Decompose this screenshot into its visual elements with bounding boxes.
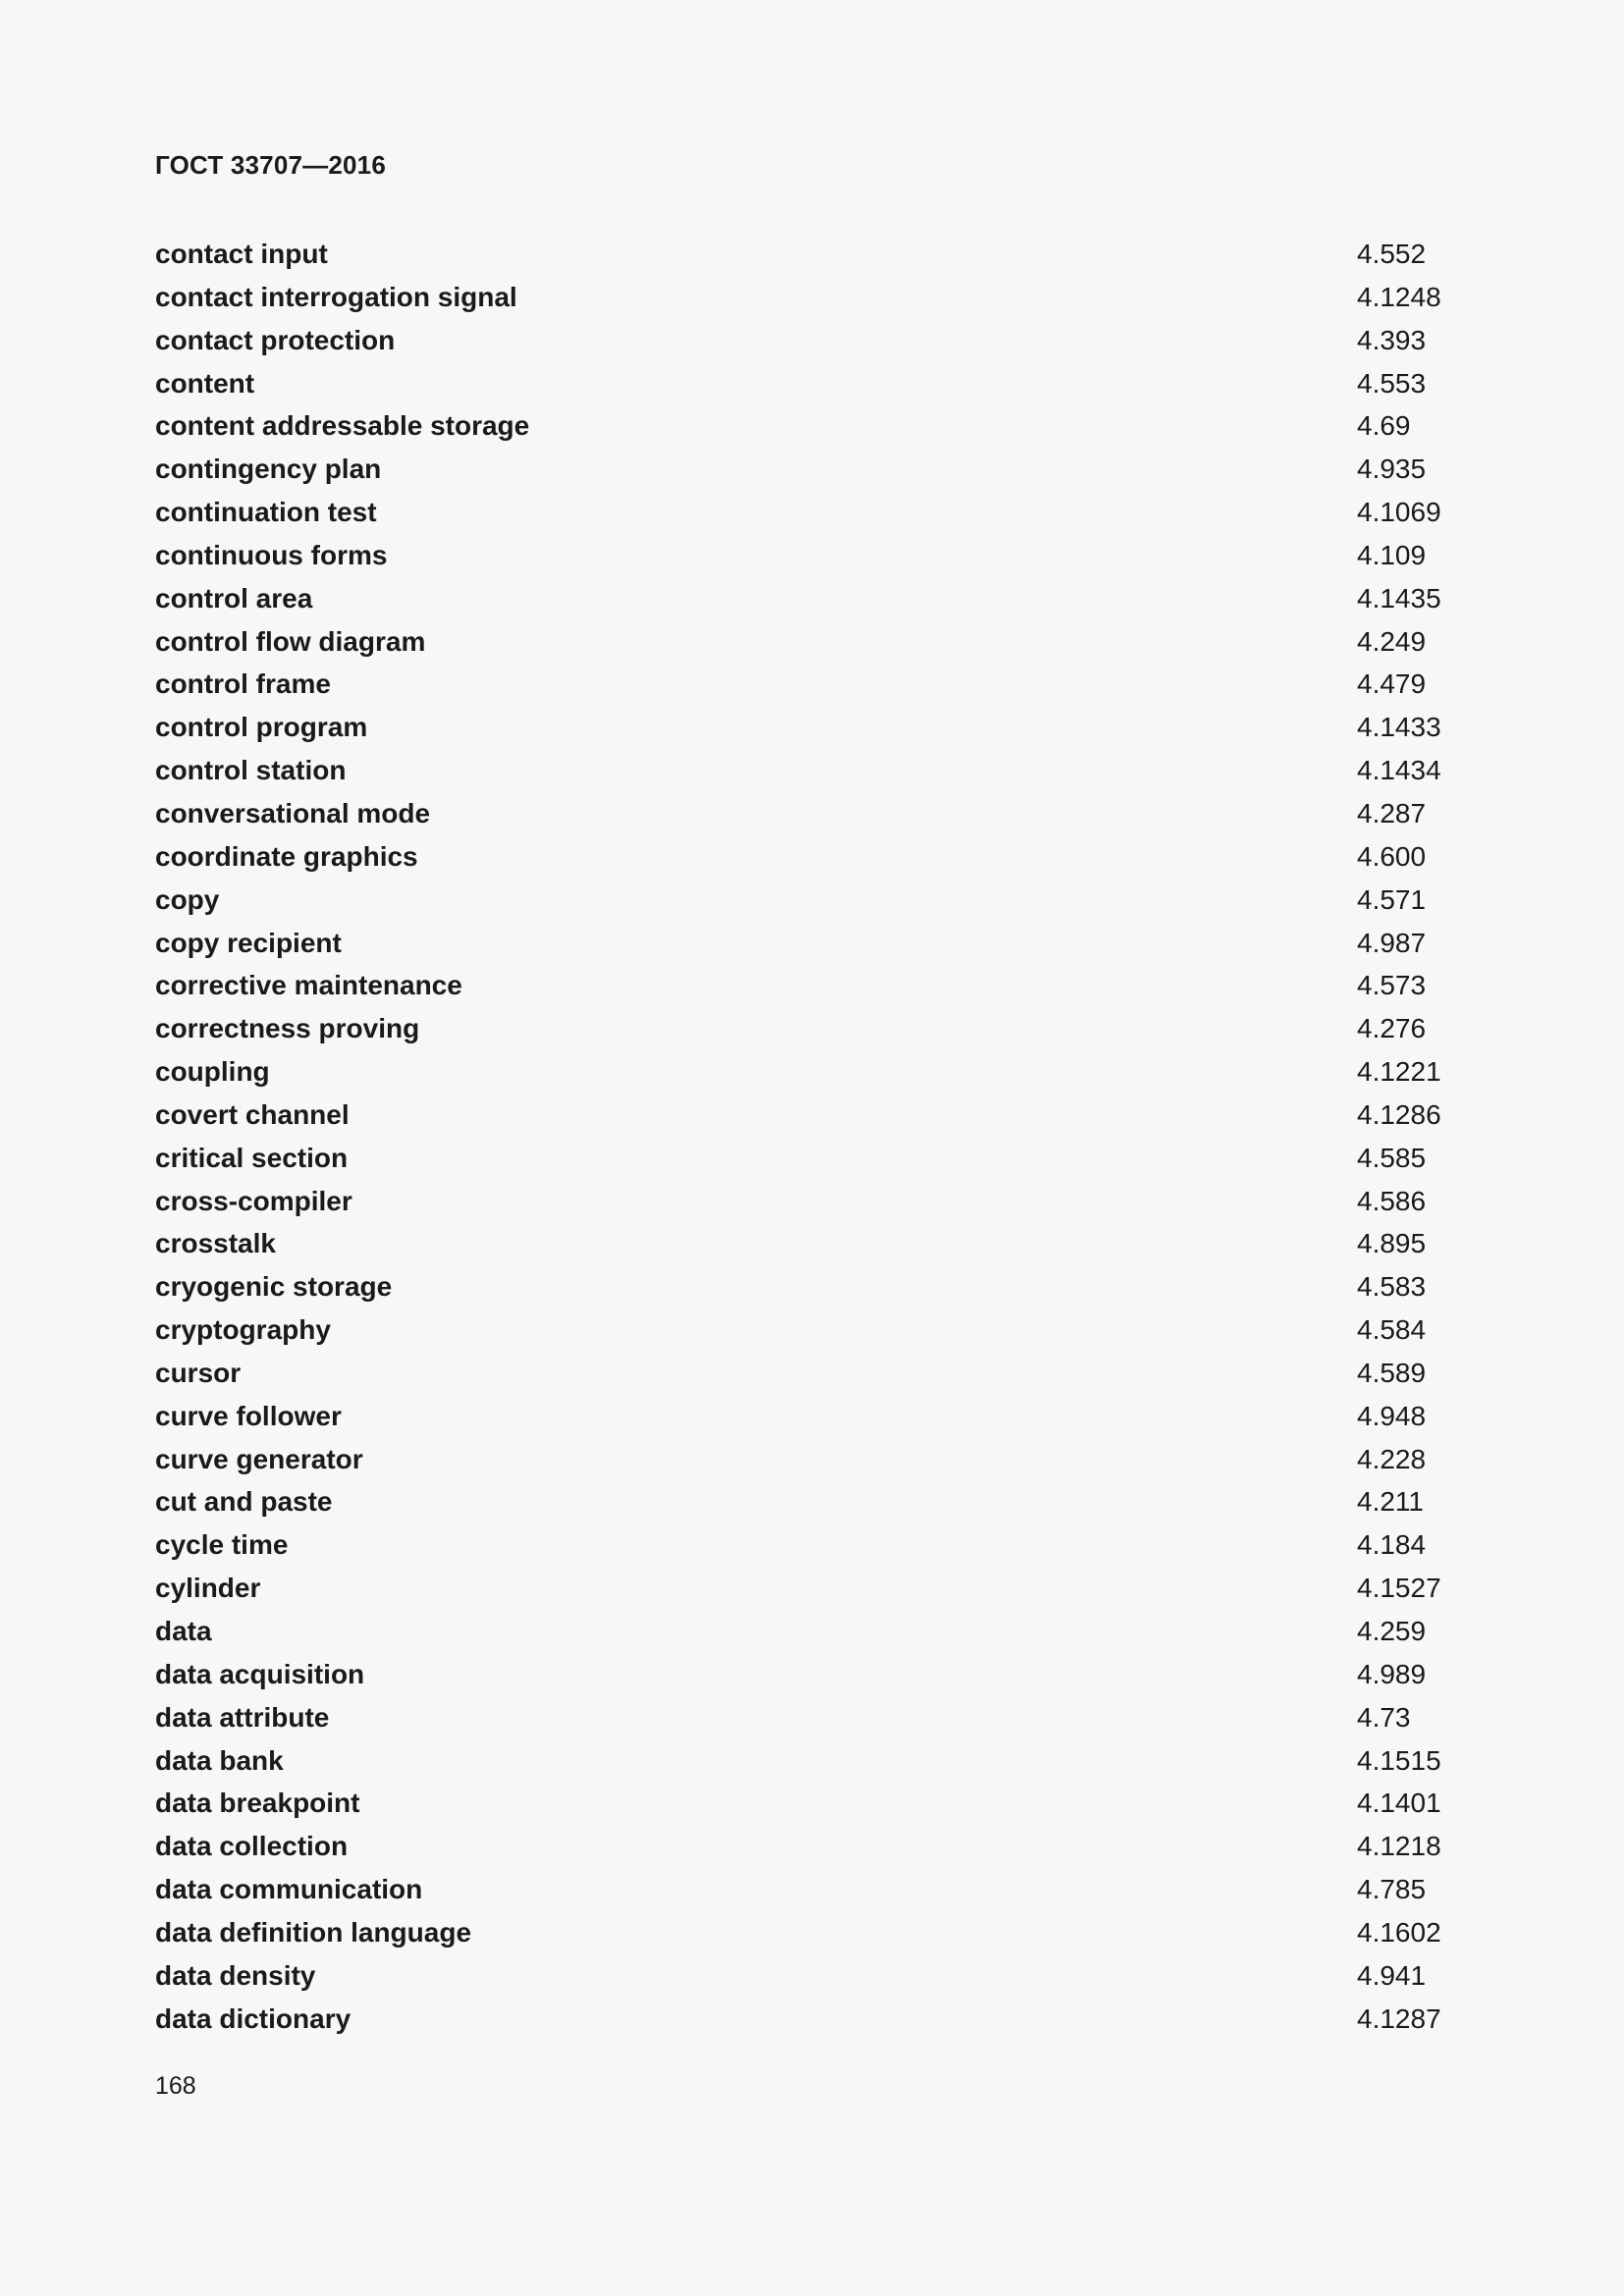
index-reference: 4.1069 bbox=[1357, 497, 1441, 528]
index-reference: 4.73 bbox=[1357, 1701, 1411, 1733]
index-reference: 4.1602 bbox=[1357, 1916, 1441, 1948]
index-entry bbox=[155, 1484, 1471, 1527]
index-reference: 4.571 bbox=[1357, 883, 1427, 915]
index-term: copy recipient bbox=[155, 927, 342, 958]
index-term: data collection bbox=[155, 1831, 349, 1862]
index-reference: 4.211 bbox=[1357, 1486, 1424, 1518]
index-reference: 4.573 bbox=[1357, 970, 1427, 1001]
index-entry bbox=[155, 1399, 1471, 1442]
term-index-list bbox=[155, 237, 1471, 2044]
index-entry bbox=[155, 882, 1471, 926]
index-reference: 4.393 bbox=[1357, 324, 1427, 355]
index-entry bbox=[155, 1872, 1471, 1915]
index-entry bbox=[155, 926, 1471, 969]
index-term: contact interrogation signal bbox=[155, 281, 517, 312]
index-term: data definition language bbox=[155, 1916, 472, 1948]
index-reference: 4.1286 bbox=[1357, 1098, 1441, 1130]
index-term: control station bbox=[155, 755, 347, 786]
index-term: contingency plan bbox=[155, 454, 382, 485]
index-reference: 4.1433 bbox=[1357, 712, 1441, 743]
index-term: curve generator bbox=[155, 1443, 363, 1474]
index-term: cylinder bbox=[155, 1573, 261, 1604]
index-reference: 4.184 bbox=[1357, 1529, 1427, 1561]
index-entry bbox=[155, 1614, 1471, 1657]
index-term: data communication bbox=[155, 1874, 423, 1905]
index-reference: 4.585 bbox=[1357, 1142, 1427, 1173]
index-entry bbox=[155, 1829, 1471, 1872]
index-term: data bank bbox=[155, 1744, 284, 1776]
index-entry bbox=[155, 968, 1471, 1011]
index-term: conversational mode bbox=[155, 797, 431, 828]
index-entry bbox=[155, 796, 1471, 839]
index-reference: 4.989 bbox=[1357, 1658, 1427, 1689]
index-term: control frame bbox=[155, 668, 331, 700]
index-reference: 4.249 bbox=[1357, 625, 1427, 657]
index-entry bbox=[155, 1527, 1471, 1571]
index-entry bbox=[155, 1786, 1471, 1829]
index-term: coordinate graphics bbox=[155, 840, 418, 872]
index-entry bbox=[155, 1184, 1471, 1227]
index-term: data dictionary bbox=[155, 2002, 352, 2034]
index-reference: 4.259 bbox=[1357, 1616, 1427, 1646]
index-entry bbox=[155, 323, 1471, 366]
index-reference: 4.553 bbox=[1357, 367, 1427, 399]
index-entry bbox=[155, 495, 1471, 538]
document-header: ГОСТ 33707—2016 bbox=[155, 150, 386, 180]
index-term: cycle time bbox=[155, 1529, 289, 1561]
index-reference: 4.1287 bbox=[1357, 2002, 1441, 2034]
index-term: corrective maintenance bbox=[155, 970, 462, 1001]
index-entry bbox=[155, 237, 1471, 280]
index-entry bbox=[155, 366, 1471, 409]
index-entry bbox=[155, 1097, 1471, 1141]
index-entry bbox=[155, 1915, 1471, 1958]
index-term: correctness proving bbox=[155, 1013, 420, 1044]
index-reference: 4.583 bbox=[1357, 1271, 1427, 1303]
page-number: 168 bbox=[155, 2072, 196, 2100]
index-reference: 4.552 bbox=[1357, 239, 1427, 269]
index-reference: 4.589 bbox=[1357, 1357, 1427, 1388]
index-reference: 4.1527 bbox=[1357, 1573, 1441, 1604]
index-term: covert channel bbox=[155, 1098, 350, 1130]
index-reference: 4.941 bbox=[1357, 1959, 1427, 1991]
index-reference: 4.1221 bbox=[1357, 1056, 1441, 1088]
index-term: cryptography bbox=[155, 1314, 331, 1346]
index-entry bbox=[155, 1312, 1471, 1356]
index-reference: 4.586 bbox=[1357, 1185, 1427, 1216]
index-entry bbox=[155, 1743, 1471, 1787]
index-entry bbox=[155, 538, 1471, 581]
index-reference: 4.895 bbox=[1357, 1228, 1427, 1259]
index-term: data acquisition bbox=[155, 1658, 365, 1689]
index-entry bbox=[155, 1269, 1471, 1312]
index-term: curve follower bbox=[155, 1400, 342, 1431]
index-entry bbox=[155, 667, 1471, 710]
index-entry bbox=[155, 1442, 1471, 1485]
index-reference: 4.785 bbox=[1357, 1874, 1427, 1905]
index-reference: 4.228 bbox=[1357, 1443, 1427, 1474]
index-reference: 4.935 bbox=[1357, 454, 1427, 485]
index-term: control program bbox=[155, 712, 368, 743]
index-term: cross-compiler bbox=[155, 1185, 352, 1216]
index-entry bbox=[155, 2002, 1471, 2045]
index-reference: 4.109 bbox=[1357, 539, 1427, 570]
index-entry bbox=[155, 753, 1471, 796]
index-entry bbox=[155, 1226, 1471, 1269]
index-term: data bbox=[155, 1616, 212, 1646]
index-term: data density bbox=[155, 1959, 316, 1991]
index-term: copy bbox=[155, 883, 220, 915]
index-entry bbox=[155, 1054, 1471, 1097]
index-entry bbox=[155, 1141, 1471, 1184]
index-term: critical section bbox=[155, 1142, 349, 1173]
index-term: crosstalk bbox=[155, 1228, 276, 1259]
index-reference: 4.479 bbox=[1357, 668, 1427, 700]
index-entry bbox=[155, 280, 1471, 323]
index-term: continuation test bbox=[155, 497, 377, 528]
index-entry bbox=[155, 1700, 1471, 1743]
index-entry bbox=[155, 624, 1471, 667]
index-reference: 4.1401 bbox=[1357, 1788, 1441, 1819]
index-entry bbox=[155, 452, 1471, 495]
index-term: cut and paste bbox=[155, 1486, 333, 1518]
index-term: continuous forms bbox=[155, 539, 388, 570]
index-entry bbox=[155, 1571, 1471, 1614]
index-term: data breakpoint bbox=[155, 1788, 360, 1819]
index-entry bbox=[155, 1011, 1471, 1054]
index-term: contact input bbox=[155, 239, 328, 269]
index-reference: 4.1515 bbox=[1357, 1744, 1441, 1776]
index-reference: 4.287 bbox=[1357, 797, 1427, 828]
index-term: content bbox=[155, 367, 255, 399]
index-reference: 4.1218 bbox=[1357, 1831, 1441, 1862]
index-term: coupling bbox=[155, 1056, 270, 1088]
index-entry bbox=[155, 1958, 1471, 2002]
index-entry bbox=[155, 1657, 1471, 1700]
index-term: cursor bbox=[155, 1357, 242, 1388]
index-term: control area bbox=[155, 582, 313, 614]
index-entry bbox=[155, 1356, 1471, 1399]
index-reference: 4.987 bbox=[1357, 927, 1427, 958]
index-reference: 4.1435 bbox=[1357, 582, 1441, 614]
index-term: content addressable storage bbox=[155, 410, 530, 442]
index-term: cryogenic storage bbox=[155, 1271, 393, 1303]
index-reference: 4.1248 bbox=[1357, 281, 1441, 312]
index-term: control flow diagram bbox=[155, 625, 426, 657]
index-reference: 4.276 bbox=[1357, 1013, 1427, 1044]
index-entry bbox=[155, 839, 1471, 882]
index-term: contact protection bbox=[155, 324, 396, 355]
index-reference: 4.600 bbox=[1357, 840, 1427, 872]
index-entry bbox=[155, 408, 1471, 452]
index-reference: 4.948 bbox=[1357, 1400, 1427, 1431]
index-reference: 4.584 bbox=[1357, 1314, 1427, 1346]
index-term: data attribute bbox=[155, 1701, 330, 1733]
index-reference: 4.1434 bbox=[1357, 755, 1441, 786]
index-reference: 4.69 bbox=[1357, 410, 1411, 442]
index-entry bbox=[155, 710, 1471, 753]
index-entry bbox=[155, 581, 1471, 624]
